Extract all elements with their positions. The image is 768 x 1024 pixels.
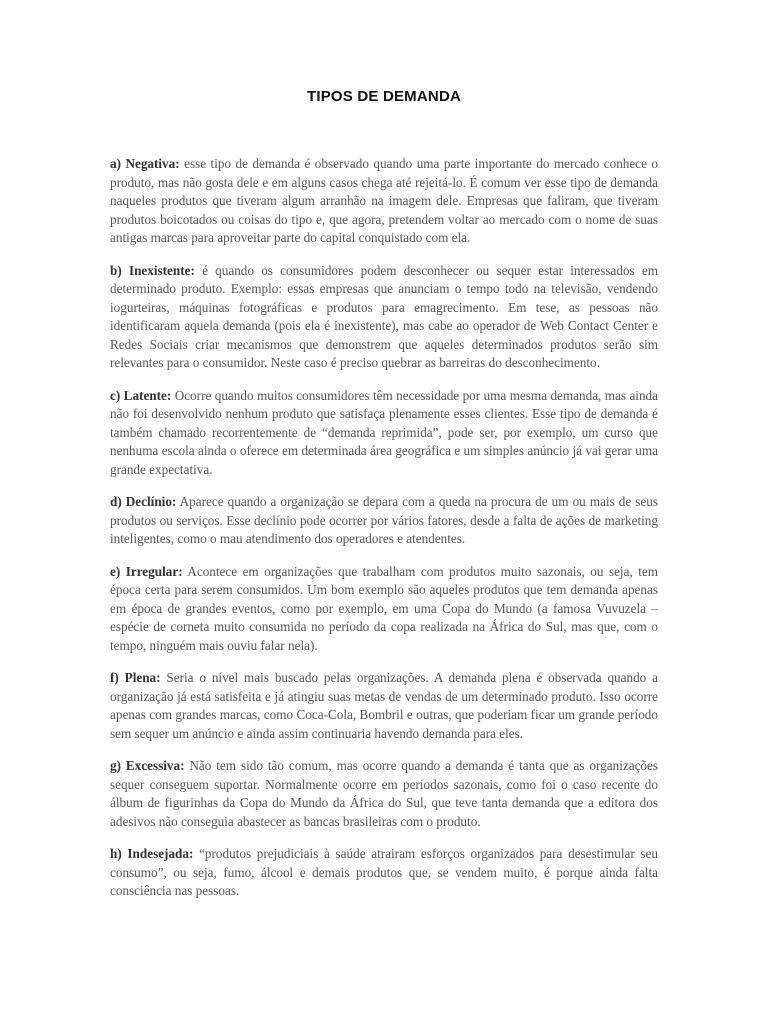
paragraph-label: d) Declínio:	[110, 494, 177, 509]
paragraph-inexistente	[110, 262, 658, 373]
paragraph-text: “produtos prejudiciais à saúde atrairam esforços organizados para desestimular seu consumo”, ou seja, fumo, álcool e demais produtos que, se vendem muito, é porque ainda falta consciência nas pessoas.	[110, 846, 658, 898]
paragraph-label: a) Negativa:	[110, 156, 180, 171]
paragraph-label: c) Latente:	[110, 387, 172, 403]
paragraph-label: h) Indesejada:	[110, 846, 194, 861]
paragraph-text: Aparece quando a organização se depara com a queda na procura de um ou mais de seus produtos ou serviços. Esse declínio pode ocorrer por vários fatores, desde a falta de ações de marketing inteligentes, como o mau atendimento dos operadores e atendentes.	[110, 494, 658, 546]
paragraph-text: Seria o nível mais buscado pelas organizações. A demanda plena é observada quando a organização já está satisfeita e já atingiu suas metas de vendas de um determinado produto. Isso ocorre apenas com grandes marcas, como Coca-Cola, Bombril e outras, que poderiam ficar um grande período sem sequer um anúncio e ainda assim continuaria havendo demanda para eles.	[110, 670, 658, 741]
paragraph-label: e) Irregular:	[110, 563, 183, 579]
paragraph-text: Ocorre quando muitos consumidores têm necessidade por uma mesma demanda, mas ainda não foi desenvolvido nenhum produto que satisfaça plenamente esses clientes. Esse tipo de demanda é também chamado recorrentemente de “demanda reprimida”, pode ser, por exemplo, um curso que nenhuma escola ainda o oferece em determinada área geográfica e um simples anúncio já vai gerar uma grande expectativa.	[110, 387, 658, 477]
paragraph-text: Acontece em organizações que trabalham com produtos muito sazonais, ou seja, tem época certa para serem consumidos. Um bom exemplo são aqueles produtos que tem demanda apenas em época de grandes eventos, como por exemplo, em uma Copa do Mundo (a famosa Vuvuzela – espécie de corneta muito consumida no período da copa realizada na África do Sul, mas que, com o tempo, ninguém mais ouviu falar nela).	[110, 563, 658, 653]
paragraph-plena	[110, 669, 658, 743]
document-title: TIPOS DE DEMANDA	[306, 88, 462, 105]
paragraph-irregular	[110, 563, 658, 656]
paragraph-label: b) Inexistente:	[110, 262, 195, 278]
document-body	[110, 155, 658, 915]
paragraph-negativa	[110, 155, 658, 248]
paragraph-label: f) Plena:	[110, 670, 161, 685]
paragraph-label: g) Excessiva:	[110, 758, 185, 773]
paragraph-text: Não tem sido tão comum, mas ocorre quando a demanda é tanta que as organizações sequer conseguem suportar. Normalmente ocorre em períodos sazonais, como foi o caso recente do álbum de figurinhas da Copa do Mundo da África do Sul, que teve tanta demanda que a editora dos adesivos não conseguia abastecer as bancas brasileiras com o produto.	[110, 758, 659, 829]
paragraph-text: esse tipo de demanda é observado quando uma parte importante do mercado conhece o produto, mas não gosta dele e em alguns casos chega até rejeitá-lo. É comum ver esse tipo de demanda naqueles produtos que tiveram algum arranhão na imagem dele. Empresas que faliram, que tiveram produtos boicotados ou coisas do tipo e, que agora, pretendem voltar ao mercado com o nome de suas antigas marcas para aproveitar parte do capital conquistado com ela.	[110, 156, 658, 245]
paragraph-latente	[110, 387, 658, 480]
paragraph-text: é quando os consumidores podem desconhecer ou sequer estar interessados em determinado produto. Exemplo: essas empresas que anunciam o tempo todo na televisão, vendendo iogurteiras, máquinas fotográficas e produtos para emagrecimento. Em tese, as pessoas não identificaram aquela demanda (pois ela é inexistente), mas cabe ao operador de Web Contact Center e Redes Sociais criar mecanismos que demonstrem que aqueles determinados produtos serão sim relevantes para o consumidor. Neste caso é preciso quebrar as barreiras do desconhecimento.	[110, 262, 659, 370]
paragraph-declinio	[110, 493, 658, 549]
paragraph-indesejada	[110, 845, 658, 901]
paragraph-excessiva	[110, 757, 658, 831]
